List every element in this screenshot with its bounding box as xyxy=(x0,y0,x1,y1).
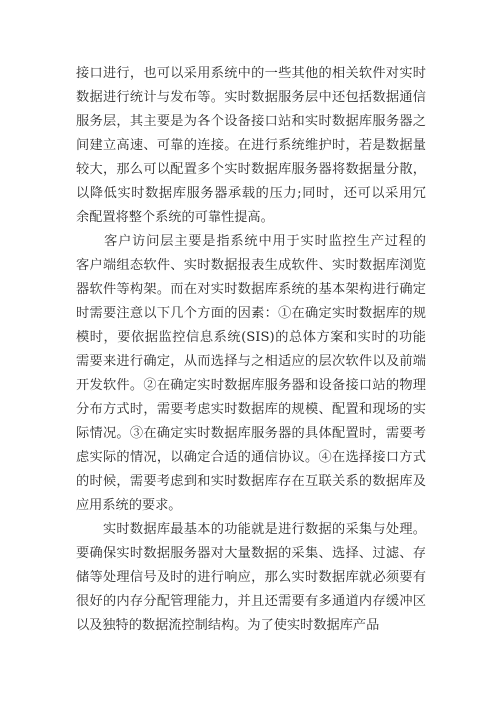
text-line: 客户访问层主要是指系统中用于实时监控生产过程的 xyxy=(76,234,426,249)
text-line: 模时，要依据监控信息系统(SIS)的总体方案和实时的功能 xyxy=(76,330,426,345)
paragraph-2 xyxy=(76,230,426,518)
text-line: 以降低实时数据库服务器承载的压力;同时，还可以采用冗 xyxy=(76,186,426,201)
text-line: 数据进行统计与发布等。实时数据服务层中还包括数据通信 xyxy=(76,90,426,105)
body-text xyxy=(76,62,426,638)
text-line: 虑实际的情况，以确定合适的通信协议。④在选择接口方式 xyxy=(76,450,426,465)
paragraph-3 xyxy=(76,518,426,638)
paragraph-1 xyxy=(76,62,426,230)
text-line: 余配置将整个系统的可靠性提高。 xyxy=(76,210,274,225)
text-line: 时需要注意以下几个方面的因素：①在确定实时数据库的规 xyxy=(76,306,426,321)
text-line: 分布方式时，需要考虑实时数据库的规模、配置和现场的实 xyxy=(76,402,426,417)
text-line: 储等处理信号及时的进行响应，那么实时数据库就必须要有 xyxy=(76,570,426,585)
text-line: 间建立高速、可靠的连接。在进行系统维护时，若是数据量 xyxy=(76,138,426,153)
text-line: 接口进行，也可以采用系统中的一些其他的相关软件对实时 xyxy=(76,66,426,81)
text-line: 应用系统的要求。 xyxy=(76,498,182,513)
text-line: 很好的内存分配管理能力，并且还需要有多通道内存缓冲区 xyxy=(76,594,426,609)
text-line: 实时数据库最基本的功能就是进行数据的采集与处理。 xyxy=(76,522,426,537)
text-line: 需要来进行确定，从而选择与之相适应的层次软件以及前端 xyxy=(76,354,426,369)
text-line: 器软件等构架。而在对实时数据库系统的基本架构进行确定 xyxy=(76,282,426,297)
text-line: 客户端组态软件、实时数据报表生成软件、实时数据库浏览 xyxy=(76,258,426,273)
text-line: 际情况。③在确定实时数据库服务器的具体配置时，需要考 xyxy=(76,426,426,441)
text-line: 开发软件。②在确定实时数据库服务器和设备接口站的物理 xyxy=(76,378,426,393)
text-line: 要确保实时数据服务器对大量数据的采集、选择、过滤、存 xyxy=(76,546,426,561)
text-line: 较大，那么可以配置多个实时数据库服务器将数据量分散， xyxy=(76,162,426,177)
text-line: 以及独特的数据流控制结构。为了使实时数据库产品 xyxy=(76,618,380,633)
text-line: 的时候，需要考虑到和实时数据库存在互联关系的数据库及 xyxy=(76,474,426,489)
text-line: 服务层，其主要是为各个设备接口站和实时数据库服务器之 xyxy=(76,114,426,129)
